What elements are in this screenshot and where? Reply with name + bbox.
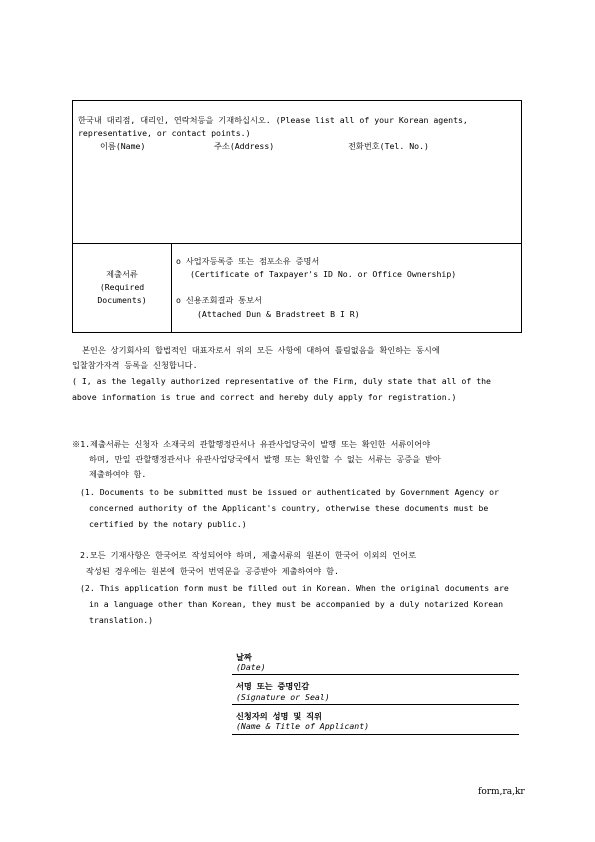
applicant-name-label-en: (Name & Title of Applicant): [236, 721, 370, 731]
note2-ko-line2: 작성된 경우에는 원본에 한국어 번역문을 공증받아 제출하여야 함.: [86, 566, 339, 576]
required-doc-2-ko: o 신용조회결과 통보서: [176, 295, 262, 305]
required-documents-label-en1: (Required: [99, 282, 145, 292]
signature-label-en: (Signature or Seal): [236, 692, 330, 702]
declaration-ko-line2: 입찰참가자격 등록을 신청합니다.: [72, 360, 198, 370]
date-label-ko: 날짜: [236, 652, 252, 662]
applicant-name-label-ko: 신청자의 성명 및 직위: [236, 711, 322, 721]
required-documents-label-en2: Documents): [97, 295, 147, 305]
agents-entry-area[interactable]: [80, 156, 512, 240]
note2-en-line2: in a language other than Korean, they must be accompanied by a duly notarized Korean: [89, 599, 504, 609]
form-id: form,ra,kr: [478, 787, 525, 797]
note1-ko-line1: ※1.제출서류는 신청자 소재국의 관할행정관서나 유관사업당국이 발행 또는 확인한 서류이어야: [72, 439, 431, 449]
declaration-en-line2: above information is true and correct and hereby duly apply for registration.): [72, 392, 457, 402]
signature-underline: [232, 704, 519, 705]
declaration-en-line1: ( I, as the legally authorized representative of the Firm, duly state that all of the: [72, 376, 491, 386]
note1-ko-line3: 제출하여야 함.: [89, 469, 147, 479]
signature-label-ko: 서명 또는 증명인감: [236, 681, 310, 691]
date-field[interactable]: [235, 650, 517, 674]
required-documents-label-ko: 제출서류: [106, 269, 138, 279]
agents-instruction-line1: 한국내 대리점, 대리인, 연락처등을 기재하십시오. (Please list all of your Korean agents,: [78, 115, 468, 125]
note1-en-line2: concerned authority of the Applicant's country, otherwise these documents must be: [89, 503, 489, 513]
note1-en-line3: certified by the notary public.): [89, 519, 247, 529]
note2-en-line1: (2. This application form must be filled out in Korean. When the original documents are: [80, 583, 509, 593]
agents-column-address: 주소(Address): [214, 141, 275, 151]
note1-ko-line2: 하며, 만일 관할행정관서나 유관사업당국에서 발행 또는 확인할 수 없는 서류는 공증을 받아: [89, 454, 441, 464]
date-underline: [232, 674, 519, 675]
applicant-name-field[interactable]: [235, 708, 517, 733]
required-doc-1-en: (Certificate of Taxpayer's ID No. or Office Ownership): [190, 269, 457, 279]
required-doc-2-en: (Attached Dun & Bradstreet B I R): [197, 309, 360, 319]
agents-instruction-line2: representative, or contact points.): [78, 128, 251, 138]
declaration-ko-line1: 본인은 상기회사의 합법적인 대표자로서 위의 모든 사항에 대하여 틀림없음을 확인하는 동시에: [82, 345, 440, 355]
note2-en-line3: translation.): [89, 615, 154, 625]
required-doc-1-ko: o 사업자등록증 또는 점포소유 증명서: [176, 256, 320, 266]
note2-ko-line1: 2.모든 기재사항은 한국어로 작성되어야 하며, 제출서류의 원본이 한국어 이외의 언어로: [80, 550, 416, 560]
date-label-en: (Date): [236, 662, 266, 672]
required-documents-divider: [171, 243, 172, 332]
note1-en-line1: (1. Documents to be submitted must be issued or authenticated by Government Agency or: [80, 487, 499, 497]
signature-field[interactable]: [235, 678, 517, 703]
agents-column-name: 이름(Name): [100, 141, 146, 151]
agents-column-tel: 전화번호(Tel. No.): [348, 141, 429, 151]
applicant-name-underline: [232, 734, 519, 735]
required-documents-label: [73, 268, 171, 307]
